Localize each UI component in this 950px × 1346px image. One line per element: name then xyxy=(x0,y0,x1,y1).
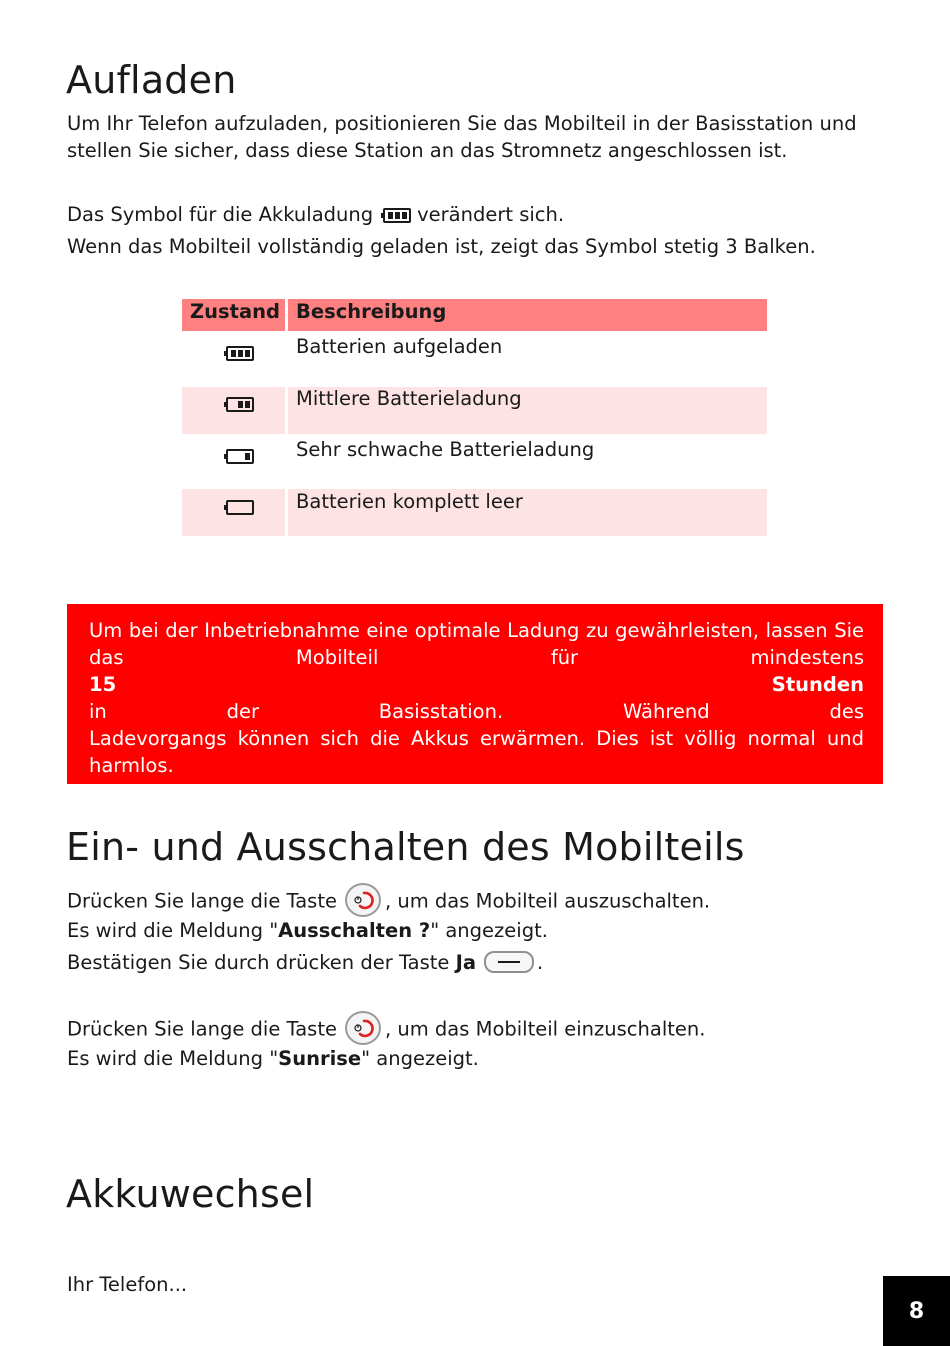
confirm-text: Bestätigen Sie durch drücken der Taste xyxy=(67,951,450,974)
battery-medium-icon xyxy=(226,397,254,412)
notice-line: Um bei der Inbetriebnahme eine optimale Ladung zu gewährleisten, lassen Sie xyxy=(89,619,864,642)
table-cell-description: Mittlere Batterieladung xyxy=(296,387,522,410)
charging-paragraph-line1: Um Ihr Telefon aufzuladen, positionieren Sie das Mobilteil in der Basisstation und xyxy=(67,112,857,135)
power-key-icon xyxy=(345,883,381,917)
message-ausschalten: Ausschalten ? xyxy=(278,919,431,942)
notice-line: Ladevorgangs können sich die Akkus erwärmen. Dies ist völlig normal und xyxy=(89,727,864,750)
symbol-sentence-start: Das Symbol für die Akkuladung xyxy=(67,203,374,226)
message-suffix: " angezeigt. xyxy=(361,1047,479,1070)
power-on-message xyxy=(67,1045,479,1072)
symbol-sentence-end: verändert sich. xyxy=(417,203,565,226)
notice-text xyxy=(89,617,864,806)
section-title-battery-change: Akkuwechsel xyxy=(66,1172,315,1216)
charging-symbol-sentence xyxy=(67,201,564,228)
table-header-description: Beschreibung xyxy=(296,300,447,323)
battery-full-icon xyxy=(383,208,411,223)
notice-line xyxy=(89,644,864,725)
notice-hours-emphasis: 15 Stunden xyxy=(89,673,864,696)
power-off-text-start: Drücken Sie lange die Taste xyxy=(67,889,337,913)
power-key-icon xyxy=(345,1011,381,1045)
battery-empty-icon xyxy=(226,500,254,515)
section-title-charging: Aufladen xyxy=(66,58,237,102)
power-off-confirm xyxy=(67,949,543,976)
table-cell-description: Batterien aufgeladen xyxy=(296,335,503,358)
page-number: 8 xyxy=(883,1276,950,1346)
message-suffix: " angezeigt. xyxy=(430,919,548,942)
message-sunrise: Sunrise xyxy=(278,1047,362,1070)
power-off-message xyxy=(67,917,548,944)
confirm-period: . xyxy=(537,951,544,974)
confirm-key-label: Ja xyxy=(455,951,476,974)
notice-line: harmlos. xyxy=(89,754,174,777)
table-cell-description: Batterien komplett leer xyxy=(296,490,523,513)
charging-full-sentence: Wenn das Mobilteil vollständig geladen ist, zeigt das Symbol stetig 3 Balken. xyxy=(67,235,816,258)
notice-line-part: in der Basisstation. Während des xyxy=(89,700,864,723)
charging-notice-box xyxy=(67,604,883,804)
section-title-power: Ein- und Ausschalten des Mobilteils xyxy=(66,825,745,869)
battery-low-icon xyxy=(226,449,254,464)
charging-paragraph-line2: stellen Sie sicher, dass diese Station an das Stromnetz angeschlossen ist. xyxy=(67,139,788,162)
power-on-instruction xyxy=(67,1013,705,1047)
message-prefix: Es wird die Meldung " xyxy=(67,919,279,942)
table-header-state: Zustand xyxy=(190,300,280,323)
power-on-text-end: , um das Mobilteil einzuschalten. xyxy=(384,1017,706,1041)
battery-full-icon xyxy=(226,346,254,361)
table-cell-description: Sehr schwache Batterieladung xyxy=(296,438,595,461)
message-prefix: Es wird die Meldung " xyxy=(67,1047,279,1070)
battery-change-text: Ihr Telefon... xyxy=(67,1273,188,1296)
power-off-text-end: , um das Mobilteil auszuschalten. xyxy=(384,889,711,913)
power-off-instruction xyxy=(67,885,710,919)
power-on-text-start: Drücken Sie lange die Taste xyxy=(67,1017,337,1041)
notice-line-part: das Mobilteil für mindestens xyxy=(89,646,864,669)
notice-line: Bei einer sehr schwachen Batterieladung sendet das Gerät ein Tonsignal aus. xyxy=(89,781,845,804)
softkey-icon xyxy=(484,951,534,973)
